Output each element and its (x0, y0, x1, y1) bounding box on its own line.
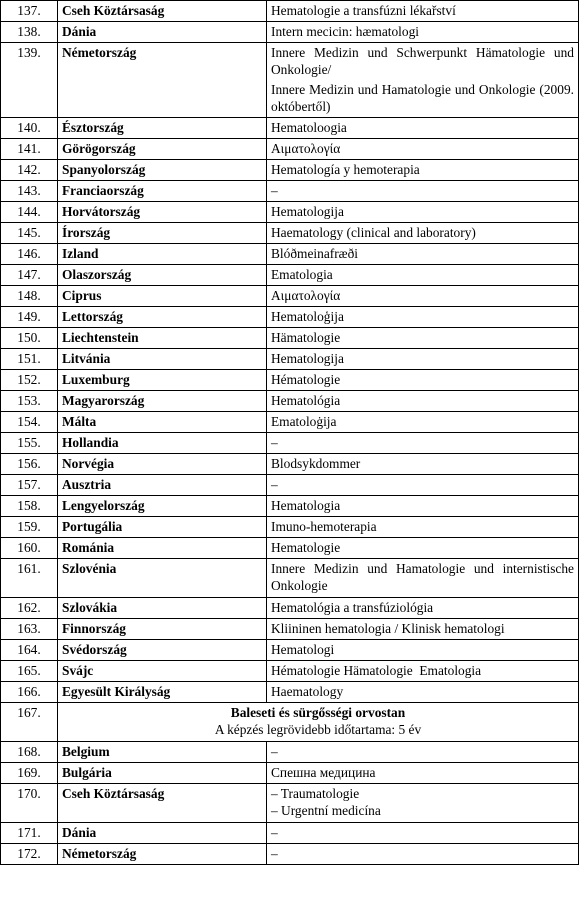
table-row (1, 682, 579, 703)
table-row (1, 412, 579, 433)
specialty-line: Imuno-hemoterapia (271, 519, 377, 534)
specialty-line: Hematológia a transfúziológia (271, 600, 434, 615)
country-name: Cseh Köztársaság (58, 784, 267, 823)
table-row (1, 433, 579, 454)
row-number: 151. (1, 349, 58, 370)
specialty-name (267, 202, 579, 223)
specialty-line: Hämatologie (271, 330, 341, 345)
row-number: 167. (1, 703, 58, 742)
table-row (1, 286, 579, 307)
specialty-line: Innere Medizin und Hamatologie und Onkologie (2009. októbertől) (271, 82, 574, 114)
specialty-line: Ematoloġija (271, 414, 337, 429)
country-name: Liechtenstein (58, 328, 267, 349)
specialty-line: Intern mecicin: hæmatologi (271, 24, 420, 39)
country-name: Svájc (58, 661, 267, 682)
row-number: 168. (1, 742, 58, 763)
specialty-name (267, 763, 579, 784)
country-name: Bulgária (58, 763, 267, 784)
table-row (1, 181, 579, 202)
table-row (1, 559, 579, 598)
country-name: Ciprus (58, 286, 267, 307)
specialty-line: – (271, 825, 278, 840)
specialty-name (267, 538, 579, 559)
row-number: 166. (1, 682, 58, 703)
country-name: Málta (58, 412, 267, 433)
country-name: Litvánia (58, 349, 267, 370)
specialty-line: Innere Medizin und Schwerpunkt Hämatologie und Onkologie/ (271, 45, 574, 77)
specialty-name (267, 823, 579, 844)
country-name: Szlovákia (58, 598, 267, 619)
specialty-name (267, 307, 579, 328)
specialty-line: – (271, 846, 278, 861)
row-number: 152. (1, 370, 58, 391)
specialty-name (267, 496, 579, 517)
row-number: 160. (1, 538, 58, 559)
row-number: 165. (1, 661, 58, 682)
country-name: Görögország (58, 139, 267, 160)
specialty-name (267, 559, 579, 598)
table-row (1, 391, 579, 412)
country-name: Finnország (58, 619, 267, 640)
table-row (1, 742, 579, 763)
table-row (1, 244, 579, 265)
specialty-line: – (271, 744, 278, 759)
country-name: Cseh Köztársaság (58, 1, 267, 22)
specialty-line: Hematologie a transfúzni lékařství (271, 3, 456, 18)
country-name: Spanyolország (58, 160, 267, 181)
row-number: 162. (1, 598, 58, 619)
specialty-name (267, 661, 579, 682)
table-row (1, 265, 579, 286)
country-name: Németország (58, 43, 267, 118)
specialty-line: Haematology (271, 684, 344, 699)
specialty-line: Ematologia (271, 267, 333, 282)
specialty-name (267, 244, 579, 265)
row-number: 156. (1, 454, 58, 475)
specialty-line: Αιματολογία (271, 288, 341, 303)
row-number: 137. (1, 1, 58, 22)
table-row (1, 307, 579, 328)
country-name: Izland (58, 244, 267, 265)
specialty-name (267, 223, 579, 244)
specialty-name (267, 598, 579, 619)
section-subtitle: A képzés legrövidebb időtartama: 5 év (214, 722, 422, 737)
specialty-line: Haematology (clinical and laboratory) (271, 225, 476, 240)
table-row (1, 43, 579, 118)
row-number: 143. (1, 181, 58, 202)
country-name: Franciaország (58, 181, 267, 202)
specialty-line: – (271, 477, 278, 492)
specialty-name (267, 265, 579, 286)
country-name: Észtország (58, 118, 267, 139)
country-name: Belgium (58, 742, 267, 763)
section-title: Baleseti és sürgősségi orvostan (230, 705, 406, 720)
specialty-name (267, 517, 579, 538)
row-number: 149. (1, 307, 58, 328)
country-name: Dánia (58, 823, 267, 844)
row-number: 163. (1, 619, 58, 640)
table-row (1, 223, 579, 244)
table-row (1, 139, 579, 160)
table-row (1, 496, 579, 517)
specialty-name (267, 682, 579, 703)
specialty-line: Hematologi (271, 642, 335, 657)
row-number: 139. (1, 43, 58, 118)
specialty-name (267, 370, 579, 391)
table-row (1, 349, 579, 370)
table-row (1, 118, 579, 139)
row-number: 147. (1, 265, 58, 286)
specialty-name (267, 286, 579, 307)
specialty-name (267, 454, 579, 475)
country-name: Dánia (58, 22, 267, 43)
row-number: 140. (1, 118, 58, 139)
section-heading-row (1, 703, 579, 742)
row-number: 169. (1, 763, 58, 784)
country-name: Magyarország (58, 391, 267, 412)
row-number: 144. (1, 202, 58, 223)
specialty-name (267, 139, 579, 160)
section-heading (58, 703, 579, 742)
country-name: Lettország (58, 307, 267, 328)
specialty-name (267, 619, 579, 640)
table-row (1, 1, 579, 22)
table-row (1, 370, 579, 391)
table-row (1, 454, 579, 475)
specialty-line: Hematológia (271, 393, 341, 408)
specialty-line: Blodsykdommer (271, 456, 361, 471)
country-name: Szlovénia (58, 559, 267, 598)
specialty-name (267, 349, 579, 370)
country-name: Luxemburg (58, 370, 267, 391)
specialty-name (267, 118, 579, 139)
row-number: 150. (1, 328, 58, 349)
specialty-name (267, 43, 579, 118)
table-row (1, 22, 579, 43)
row-number: 158. (1, 496, 58, 517)
specialty-name (267, 640, 579, 661)
specialty-name (267, 412, 579, 433)
country-name: Lengyelország (58, 496, 267, 517)
row-number: 171. (1, 823, 58, 844)
specialty-line: Hematoloogia (271, 120, 347, 135)
table-row (1, 160, 579, 181)
row-number: 142. (1, 160, 58, 181)
row-number: 164. (1, 640, 58, 661)
specialty-line: – Traumatologie (271, 786, 360, 801)
table-row (1, 661, 579, 682)
specialty-line: Hematología y hemoterapia (271, 162, 420, 177)
table-row (1, 823, 579, 844)
table-row (1, 517, 579, 538)
table-row (1, 598, 579, 619)
specialty-name (267, 784, 579, 823)
table-row (1, 328, 579, 349)
row-number: 155. (1, 433, 58, 454)
country-name: Németország (58, 844, 267, 865)
specialty-name (267, 181, 579, 202)
specialty-name (267, 160, 579, 181)
specialty-name (267, 433, 579, 454)
country-name: Horvátország (58, 202, 267, 223)
specialty-name (267, 475, 579, 496)
country-name: Egyesült Királyság (58, 682, 267, 703)
specialty-line: Innere Medizin und Hamatologie und internistische Onkologie (271, 561, 574, 593)
table-row (1, 475, 579, 496)
country-name: Portugália (58, 517, 267, 538)
specialty-line: Hematologija (271, 351, 344, 366)
table-row (1, 763, 579, 784)
table-row (1, 640, 579, 661)
row-number: 172. (1, 844, 58, 865)
specialty-name (267, 328, 579, 349)
country-name: Írország (58, 223, 267, 244)
table-row (1, 619, 579, 640)
specialty-name (267, 844, 579, 865)
row-number: 159. (1, 517, 58, 538)
row-number: 138. (1, 22, 58, 43)
row-number: 148. (1, 286, 58, 307)
country-name: Svédország (58, 640, 267, 661)
row-number: 157. (1, 475, 58, 496)
row-number: 141. (1, 139, 58, 160)
row-number: 146. (1, 244, 58, 265)
country-name: Olaszország (58, 265, 267, 286)
specialty-line: Hématologie (271, 372, 341, 387)
specialty-line: Hematologija (271, 204, 344, 219)
country-name: Hollandia (58, 433, 267, 454)
country-name: Ausztria (58, 475, 267, 496)
table-row (1, 784, 579, 823)
table-row (1, 202, 579, 223)
row-number: 153. (1, 391, 58, 412)
specialty-line: – (271, 183, 278, 198)
specialty-line: Kliininen hematologia / Klinisk hematologi (271, 621, 505, 636)
specialty-name (267, 22, 579, 43)
table-row (1, 538, 579, 559)
specialty-line: Hematoloģija (271, 309, 344, 324)
table-row (1, 844, 579, 865)
country-name: Norvégia (58, 454, 267, 475)
specialty-line: Hematologie (271, 540, 341, 555)
specialty-line: – (271, 435, 278, 450)
specialty-line: Hématologie Hämatologie Ematologia (271, 663, 482, 678)
specialty-line: Hematologia (271, 498, 341, 513)
country-name: Románia (58, 538, 267, 559)
specialty-name (267, 391, 579, 412)
specialty-name (267, 742, 579, 763)
specialty-name (267, 1, 579, 22)
specialty-line: Blóðmeinafræði (271, 246, 359, 261)
specialty-line: Спешна медицина (271, 765, 376, 780)
row-number: 154. (1, 412, 58, 433)
specialty-line: Αιματολογία (271, 141, 341, 156)
row-number: 170. (1, 784, 58, 823)
row-number: 161. (1, 559, 58, 598)
specialty-line: – Urgentní medicína (271, 803, 381, 818)
row-number: 145. (1, 223, 58, 244)
